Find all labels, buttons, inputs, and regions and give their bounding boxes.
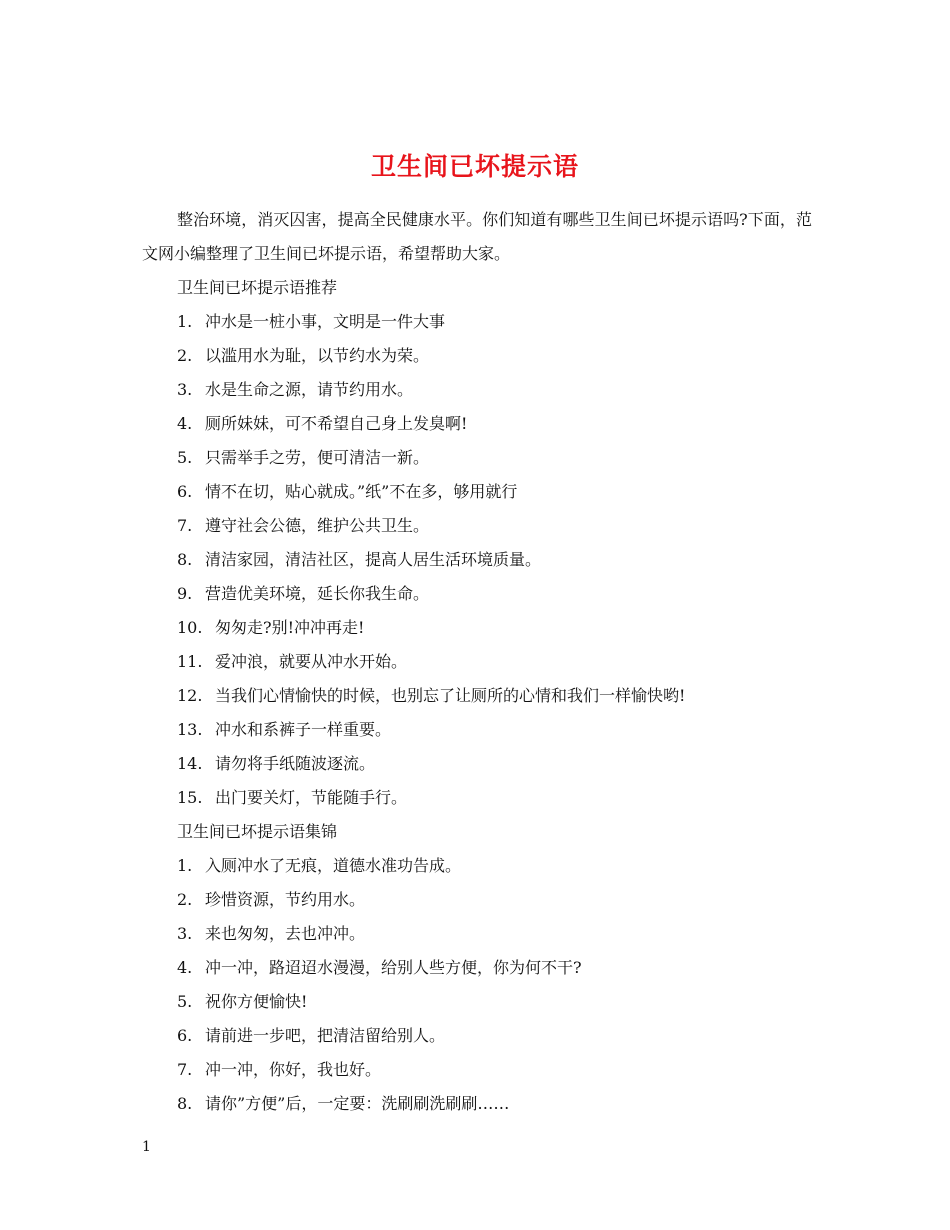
item-number: 7. bbox=[177, 516, 193, 535]
item-text: 只需举手之劳，便可清洁一新。 bbox=[205, 448, 430, 467]
item-text: 入厕冲水了无痕，道德水准功告成。 bbox=[205, 856, 462, 875]
item-number: 8. bbox=[177, 550, 193, 569]
item-number: 5. bbox=[177, 448, 193, 467]
list-item bbox=[142, 917, 812, 951]
item-number: 8. bbox=[177, 1094, 193, 1113]
item-number: 5. bbox=[177, 992, 193, 1011]
item-text: 遵守社会公德，维护公共卫生。 bbox=[205, 516, 430, 535]
item-text: 情不在切，贴心就成。”纸”不在多，够用就行 bbox=[205, 482, 518, 501]
list-item bbox=[142, 577, 812, 611]
item-number: 7. bbox=[177, 1060, 193, 1079]
item-number: 10. bbox=[177, 618, 203, 637]
item-text: 以滥用水为耻，以节约水为荣。 bbox=[205, 346, 430, 365]
item-number: 6. bbox=[177, 482, 193, 501]
list-item bbox=[142, 679, 812, 713]
list-item bbox=[142, 781, 812, 815]
document-title: 卫生间已坏提示语 bbox=[370, 151, 579, 181]
intro-paragraph: 整治环境，消灭囚害，提高全民健康水平。你们知道有哪些卫生间已坏提示语吗?下面，范文网小编整理了卫生间已坏提示语，希望帮助大家。 bbox=[142, 210, 812, 263]
item-number: 1. bbox=[177, 856, 193, 875]
item-number: 4. bbox=[177, 414, 193, 433]
item-text: 冲一冲，你好，我也好。 bbox=[205, 1060, 382, 1079]
item-text: 冲一冲，路迢迢水漫漫，给别人些方便，你为何不干? bbox=[205, 958, 582, 977]
item-number: 3. bbox=[177, 924, 193, 943]
item-number: 13. bbox=[177, 720, 203, 739]
item-number: 6. bbox=[177, 1026, 193, 1045]
item-text: 匆匆走?别!冲冲再走! bbox=[215, 618, 365, 637]
item-text: 祝你方便愉快! bbox=[205, 992, 308, 1011]
item-text: 清洁家园，清洁社区，提高人居生活环境质量。 bbox=[205, 550, 542, 569]
item-text: 当我们心情愉快的时候，也别忘了让厕所的心情和我们一样愉快哟! bbox=[215, 686, 686, 705]
item-number: 11. bbox=[177, 652, 203, 671]
item-text: 冲水是一桩小事，文明是一件大事 bbox=[205, 312, 446, 331]
list-item bbox=[142, 611, 812, 645]
list-item bbox=[142, 373, 812, 407]
item-number: 3. bbox=[177, 380, 193, 399]
list-item bbox=[142, 543, 812, 577]
collection-list bbox=[142, 849, 812, 1121]
document-body bbox=[142, 203, 812, 1121]
item-text: 请勿将手纸随波逐流。 bbox=[215, 754, 376, 773]
item-text: 厕所妹妹，可不希望自己身上发臭啊! bbox=[205, 414, 468, 433]
item-text: 珍惜资源，节约用水。 bbox=[205, 890, 366, 909]
list-item bbox=[142, 441, 812, 475]
item-text: 出门要关灯，节能随手行。 bbox=[215, 788, 408, 807]
list-item bbox=[142, 985, 812, 1019]
list-item bbox=[142, 883, 812, 917]
item-number: 9. bbox=[177, 584, 193, 603]
item-text: 请前进一步吧，把清洁留给别人。 bbox=[205, 1026, 446, 1045]
item-text: 爱冲浪，就要从冲水开始。 bbox=[215, 652, 408, 671]
item-number: 2. bbox=[177, 346, 193, 365]
list-item bbox=[142, 1053, 812, 1087]
section-heading-recommend: 卫生间已坏提示语推荐 bbox=[177, 278, 338, 297]
list-item bbox=[142, 747, 812, 781]
list-item bbox=[142, 713, 812, 747]
list-item bbox=[142, 951, 812, 985]
list-item bbox=[142, 339, 812, 373]
item-number: 2. bbox=[177, 890, 193, 909]
list-item bbox=[142, 475, 812, 509]
item-number: 1. bbox=[177, 312, 193, 331]
item-text: 营造优美环境，延长你我生命。 bbox=[205, 584, 430, 603]
section-heading-collection: 卫生间已坏提示语集锦 bbox=[177, 822, 338, 841]
list-item bbox=[142, 509, 812, 543]
item-text: 来也匆匆，去也冲冲。 bbox=[205, 924, 366, 943]
recommend-list bbox=[142, 305, 812, 815]
list-item bbox=[142, 1087, 812, 1121]
item-text: 请你”方便”后，一定要：洗刷刷洗刷刷…… bbox=[205, 1094, 510, 1113]
item-text: 水是生命之源，请节约用水。 bbox=[205, 380, 414, 399]
list-item bbox=[142, 645, 812, 679]
item-number: 12. bbox=[177, 686, 203, 705]
item-number: 4. bbox=[177, 958, 193, 977]
item-number: 15. bbox=[177, 788, 203, 807]
list-item bbox=[142, 305, 812, 339]
page-number: 1 bbox=[142, 1139, 151, 1155]
item-text: 冲水和系裤子一样重要。 bbox=[215, 720, 392, 739]
list-item bbox=[142, 849, 812, 883]
list-item bbox=[142, 1019, 812, 1053]
item-number: 14. bbox=[177, 754, 203, 773]
list-item bbox=[142, 407, 812, 441]
